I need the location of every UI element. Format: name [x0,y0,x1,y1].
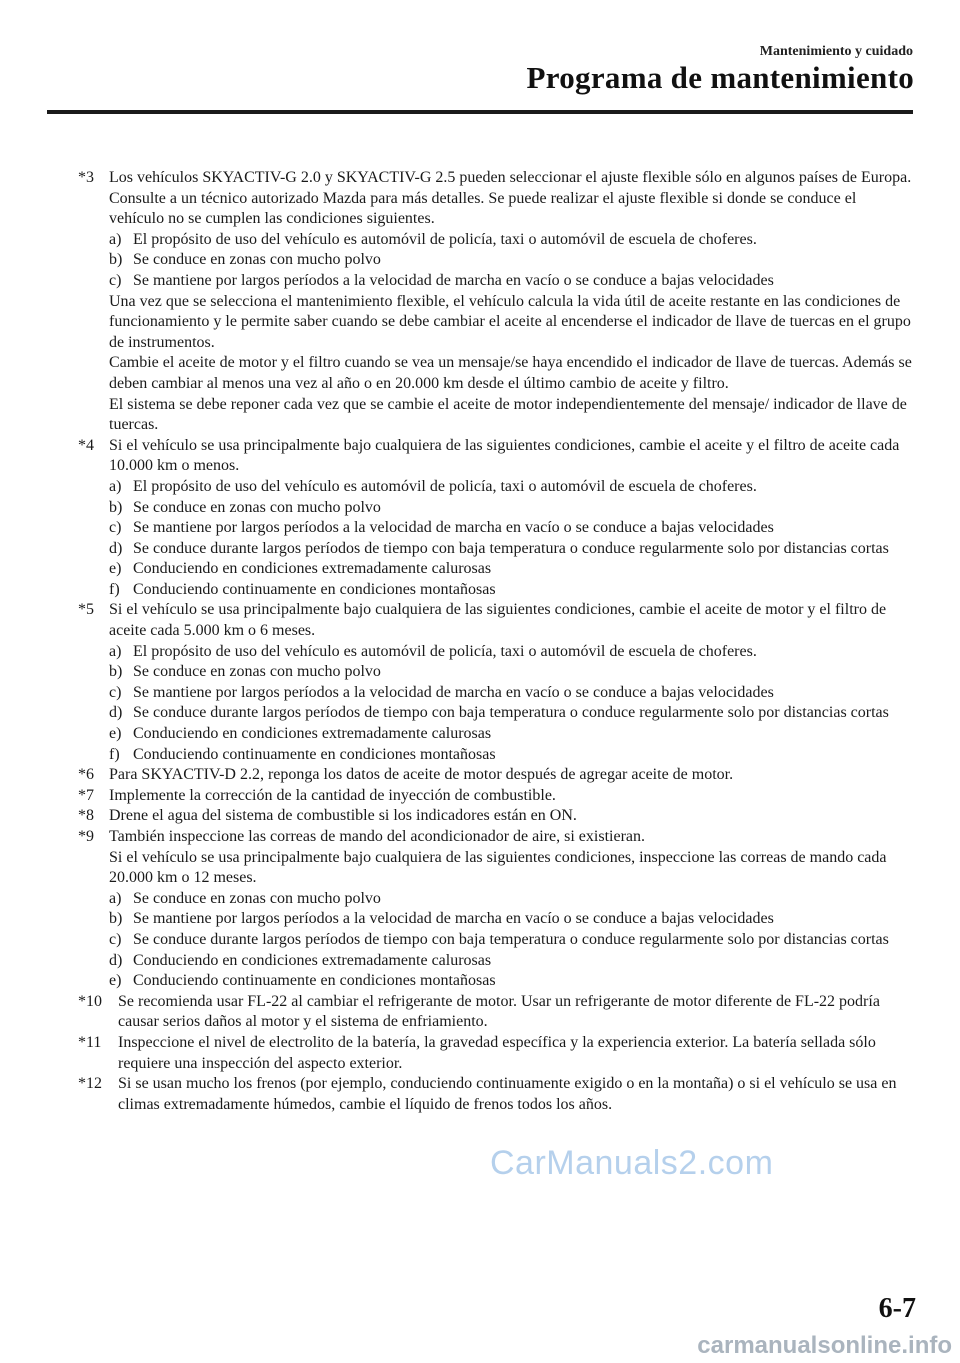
condition-label: e) [109,972,122,990]
condition-text: El propósito de uso del vehículo es automóvil de policía, taxi o automóvil de escuela de choferes. [133,477,757,495]
footnote-number: *11 [78,1033,102,1051]
footnote-number: *4 [78,436,94,454]
footnote [78,168,914,436]
footnote-number: *12 [78,1075,102,1093]
condition-item [109,703,914,724]
condition-label: c) [109,683,122,701]
condition-item [109,889,914,910]
footnote [78,765,914,786]
condition-item [109,250,914,271]
footnote-paragraph: Si se usan mucho los frenos (por ejemplo, conduciendo continuamente exigido o en la montaña) o si el vehículo se usa en climas extremadamente húmedos, cambie el líquido de frenos todos los años. [118,1075,897,1113]
watermark-text: CarManuals2.com [490,1144,774,1182]
condition-label: e) [109,725,122,743]
condition-label: f) [109,745,120,763]
condition-text: Se conduce en zonas con mucho polvo [133,663,381,681]
footnote-paragraph: Para SKYACTIV-D 2.2, reponga los datos de aceite de motor después de agregar aceite de motor. [109,766,734,784]
condition-label: a) [109,642,122,660]
condition-text: Se mantiene por largos períodos a la velocidad de marcha en vacío o se conduce a bajas velocidades [133,519,774,537]
footnote [78,827,914,992]
footnote-number: *8 [78,807,94,825]
condition-label: a) [109,230,122,248]
condition-text: Se mantiene por largos períodos a la velocidad de marcha en vacío o se conduce a bajas velocidades [133,271,774,289]
footnote-number: *9 [78,828,94,845]
condition-item [109,930,914,951]
footnote-paragraph: El sistema se debe reponer cada vez que se cambie el aceite de motor independientemente del mensaje/ indicador de llave de tuercas. [109,395,907,434]
condition-item [109,745,914,766]
condition-text: Se conduce durante largos períodos de tiempo con baja temperatura o conduce regularmente solo por distancias cortas [133,930,889,948]
footnote-paragraph: Si el vehículo se usa principalmente bajo cualquiera de las siguientes condiciones, cambie el aceite de motor y el filtro de aceite cada 5.000 km o 6 meses. [109,601,887,640]
page-title: Programa de mantenimiento [526,60,914,95]
condition-text: El propósito de uso del vehículo es automóvil de policía, taxi o automóvil de escuela de choferes. [133,230,757,248]
footnote-number: *3 [78,169,94,186]
condition-text: Se conduce en zonas con mucho polvo [133,889,381,907]
page-number: 6-7 [878,1293,916,1324]
condition-item [109,498,914,519]
condition-label: d) [109,539,123,557]
condition-text: Se conduce durante largos períodos de tiempo con baja temperatura o conduce regularmente solo por distancias cortas [133,539,889,557]
footnote-paragraph: Drene el agua del sistema de combustible si los indicadores están en ON. [109,807,577,825]
footnote-number: *10 [78,992,102,1010]
condition-text: Se conduce durante largos períodos de tiempo con baja temperatura o conduce regularmente solo por distancias cortas [133,704,889,722]
condition-text: Conduciendo continuamente en condiciones montañosas [133,580,496,598]
condition-label: a) [109,477,122,495]
header-rule [47,110,913,114]
footnote [78,806,914,827]
footnote [78,600,914,765]
condition-label: b) [109,251,123,269]
condition-item [109,642,914,663]
notes-list [78,168,914,1115]
footnote-number: *6 [78,766,94,784]
condition-text: Se conduce en zonas con mucho polvo [133,498,381,516]
condition-label: c) [109,519,122,537]
condition-text: Conduciendo en condiciones extremadamente calurosas [133,951,492,969]
condition-item [109,724,914,745]
condition-text: Conduciendo en condiciones extremadamente calurosas [133,725,492,743]
condition-label: a) [109,889,122,907]
condition-item [109,539,914,560]
condition-text: Conduciendo continuamente en condiciones montañosas [133,972,496,990]
condition-item [109,271,914,292]
condition-label: d) [109,704,123,722]
condition-text: Se mantiene por largos períodos a la velocidad de marcha en vacío o se conduce a bajas velocidades [133,910,774,928]
condition-text: Se mantiene por largos períodos a la velocidad de marcha en vacío o se conduce a bajas velocidades [133,683,774,701]
footnote-number: *7 [78,786,94,804]
condition-item [109,951,914,972]
footnote-paragraph: Una vez que se selecciona el mantenimiento flexible, el vehículo calcula la vida útil de aceite restante en las condiciones de funcionamiento y le permite saber cuando se debe cambiar el aceite al encenderse el indicador de llave de tuercas en el grupo de instrumentos. [109,292,911,351]
condition-item [109,683,914,704]
condition-item [109,477,914,498]
footnote [78,436,914,601]
section-label: Mantenimiento y cuidado [759,44,913,59]
footnote [78,1033,914,1074]
footnote-paragraph: Se recomienda usar FL-22 al cambiar el refrigerante de motor. Usar un refrigerante de motor diferente de FL-22 podría causar serios daños al motor y el sistema de enfriamiento. [118,992,880,1031]
footnote-paragraph: También inspeccione las correas de mando del acondicionador de aire, si existieran. [109,828,645,845]
condition-label: b) [109,498,123,516]
condition-text: Conduciendo continuamente en condiciones montañosas [133,745,496,763]
condition-item [109,909,914,930]
site-footer-link[interactable]: carmanualsonline.info [697,1332,952,1359]
condition-item [109,580,914,601]
condition-text: El propósito de uso del vehículo es automóvil de policía, taxi o automóvil de escuela de choferes. [133,642,757,660]
footnote-paragraph: Cambie el aceite de motor y el filtro cuando se vea un mensaje/se haya encendido el indicador de llave de tuercas. Además se deben cambiar al menos una vez al año o en 20.000 km desde el último cambio de aceite y filtro. [109,354,912,392]
condition-item [109,230,914,251]
condition-text: Se conduce en zonas con mucho polvo [133,251,381,269]
condition-item [109,518,914,539]
footnote-paragraph: Si el vehículo se usa principalmente bajo cualquiera de las siguientes condiciones, inspeccione las correas de mando cada 20.000 km o 12 meses. [109,848,887,887]
footnote [78,786,914,807]
footnote [78,992,914,1033]
condition-label: d) [109,951,123,969]
footnote [78,1074,914,1115]
condition-item [109,971,914,992]
condition-label: f) [109,580,120,598]
condition-label: e) [109,560,122,578]
footnote-paragraph: Los vehículos SKYACTIV-G 2.0 y SKYACTIV-G 2.5 pueden seleccionar el ajuste flexible sólo en algunos países de Europa. Consulte a un técnico autorizado Mazda para más detalles. Se puede realizar el ajuste flexible si donde se conduce el vehículo no se cumplen las condiciones siguientes. [109,169,912,228]
condition-item [109,662,914,683]
footnote-number: *5 [78,601,94,619]
condition-label: c) [109,271,122,289]
condition-label: b) [109,910,123,928]
footnote-paragraph: Inspeccione el nivel de electrolito de la batería, la gravedad específica y la experiencia exterior. La batería sellada sólo requiere una inspección del aspecto exterior. [118,1033,876,1072]
condition-item [109,559,914,580]
condition-label: c) [109,930,122,948]
condition-label: b) [109,663,123,681]
footnote-paragraph: Si el vehículo se usa principalmente bajo cualquiera de las siguientes condiciones, cambie el aceite y el filtro de aceite cada 10.000 km o menos. [109,436,900,475]
condition-text: Conduciendo en condiciones extremadamente calurosas [133,560,492,578]
footnote-paragraph: Implemente la corrección de la cantidad de inyección de combustible. [109,786,556,804]
